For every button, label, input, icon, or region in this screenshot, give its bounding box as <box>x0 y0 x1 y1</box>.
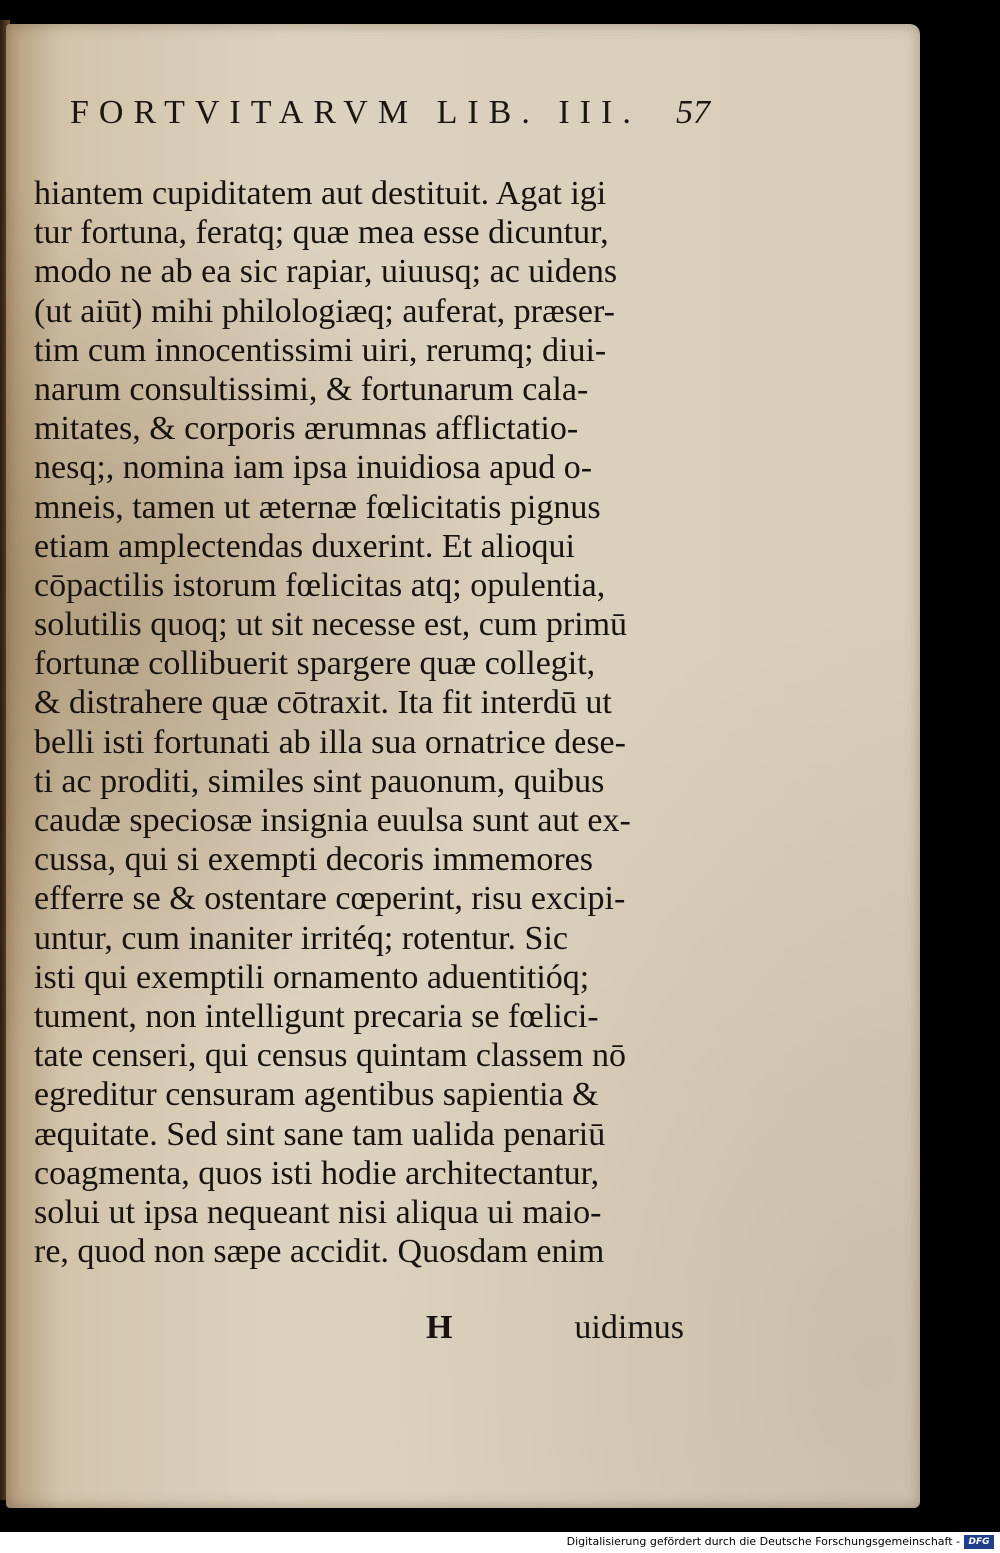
text-line: fortunæ collibuerit spargere quæ collegit, <box>34 645 596 683</box>
text-line: coagmenta, quos isti hodie architectantur, <box>34 1154 600 1192</box>
catchword: uidimus <box>574 1309 684 1346</box>
text-line: nesq;, nomina iam ipsa inuidiosa apud o- <box>34 449 593 487</box>
text-line: tur fortuna, feratq; quæ mea esse dicuntur, <box>34 214 609 252</box>
text-line: untur, cum inaniter irritéq; rotentur. Sic <box>34 919 569 957</box>
text-line: & distrahere quæ cōtraxit. Ita fit interdū ut <box>34 684 612 722</box>
text-line: efferre se & ostentare cœperint, risu excipi- <box>34 880 626 918</box>
text-line: etiam amplectendas duxerint. Et alioqui <box>34 527 575 565</box>
dfg-logo: DFG <box>964 1535 994 1549</box>
running-title: FORTVITARVM LIB. III. <box>70 94 641 131</box>
text-line: (ut aiūt) mihi philologiæq; auferat, præser- <box>34 292 615 330</box>
running-head <box>70 94 710 150</box>
text-line: narum consultissimi, & fortunarum cala- <box>34 370 589 408</box>
text-line: tim cum innocentissimi uiri, rerumq; diui- <box>34 331 607 369</box>
text-line: cussa, qui si exempti decoris immemores <box>34 841 593 879</box>
text-line: mneis, tamen ut æternæ fœlicitatis pignus <box>34 488 601 526</box>
text-line: isti qui exemptili ornamento aduentitióq; <box>34 958 590 996</box>
footer-bar <box>0 1532 1000 1553</box>
text-line: re, quod non sæpe accidit. Quosdam enim <box>34 1233 605 1271</box>
text-line: hiantem cupiditatem aut destituit. Agat igi <box>34 175 607 212</box>
book-page <box>6 24 920 1508</box>
text-line: belli isti fortunati ab illa sua ornatrice dese- <box>34 723 626 761</box>
text-line: modo ne ab ea sic rapiar, uiuusq; ac uidens <box>34 253 618 291</box>
text-line: æquitate. Sed sint sane tam ualida penariū <box>34 1115 606 1153</box>
text-line: egreditur censuram agentibus sapientia & <box>34 1076 599 1114</box>
text-line: mitates, & corporis ærumnas afflictatio- <box>34 410 579 448</box>
text-line: tate censeri, qui census quintam classem nō <box>34 1037 626 1075</box>
text-line: solutilis quoq; ut sit necesse est, cum primū <box>34 606 628 644</box>
text-block <box>34 174 709 1271</box>
text-line: solui ut ipsa nequeant nisi aliqua ui maio- <box>34 1193 602 1231</box>
text-line: cōpactilis istorum fœlicitas atq; opulentia, <box>34 566 606 604</box>
text-line: tument, non intelligunt precaria se fœlici- <box>34 997 599 1035</box>
catchline <box>34 1308 684 1348</box>
signature-mark: H <box>426 1309 453 1346</box>
folio-number: 57 <box>676 94 710 131</box>
text-line: caudæ speciosæ insignia euulsa sunt aut ex- <box>34 802 631 839</box>
text-line: ti ac proditi, similes sint pauonum, quibus <box>34 762 605 800</box>
funding-credit: Digitalisierung gefördert durch die Deutsche Forschungsgemeinschaft - <box>566 1535 960 1548</box>
